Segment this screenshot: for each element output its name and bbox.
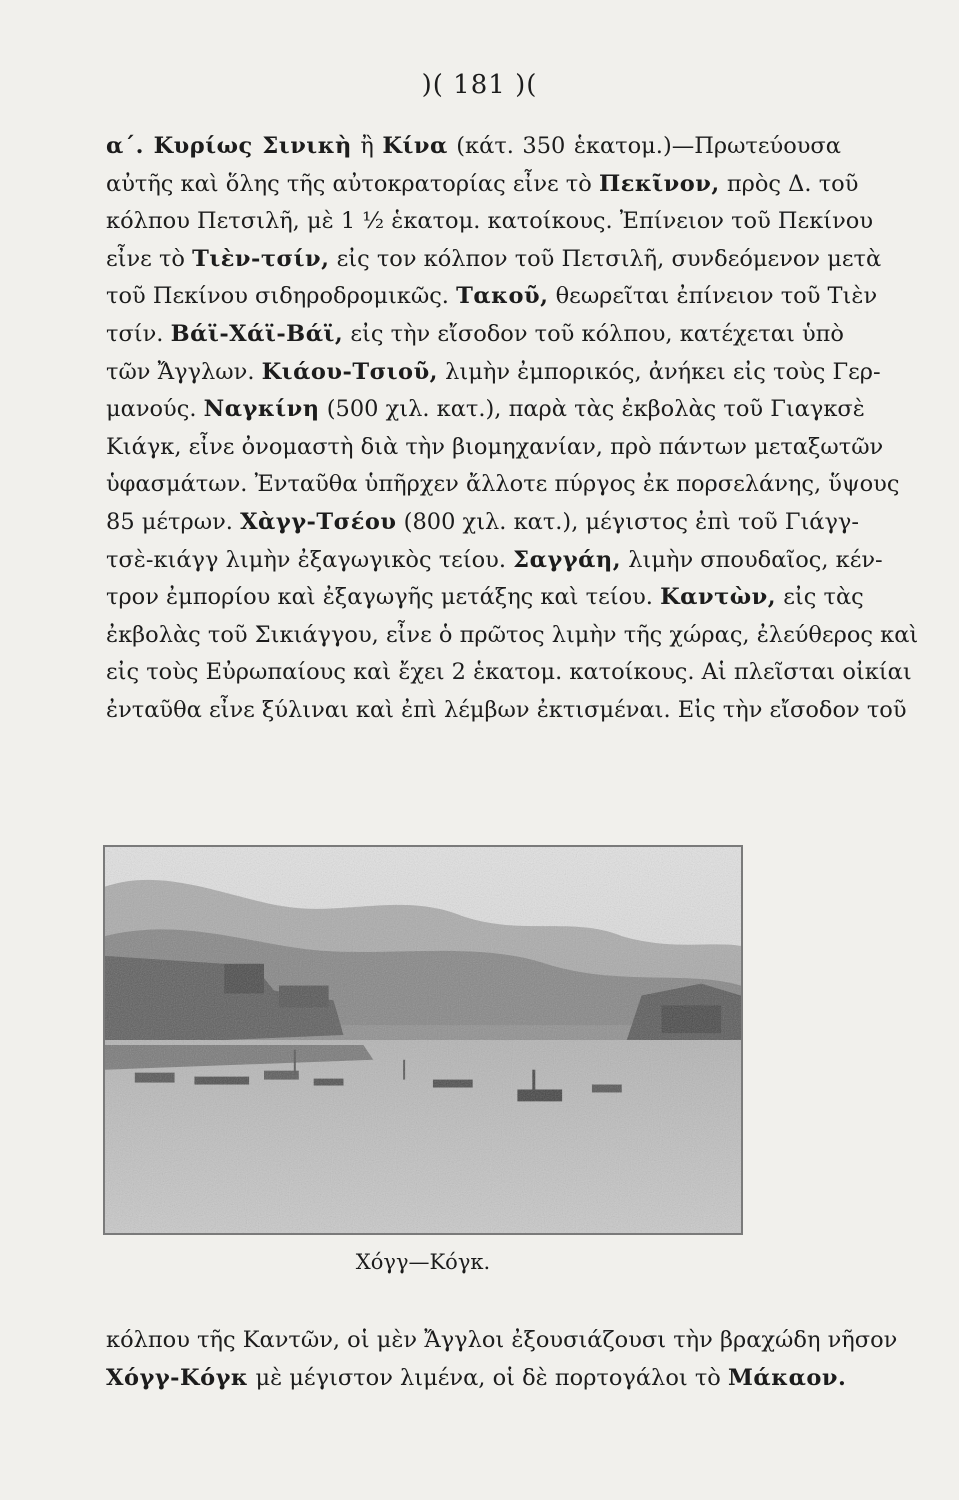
- bold-term: Πεκῖνον,: [598, 170, 720, 197]
- bold-term: Κίνα: [382, 133, 448, 159]
- bold-term: Τακοῦ,: [456, 283, 549, 310]
- text-run: (κάτ. 350 ἑκατομ.)—Πρωτεύουσα: [447, 133, 841, 159]
- text-run: Κιάγκ, εἶνε ὀνομαστὴ διὰ τὴν βιομηχανίαν, πρὸ πάντων μεταξωτῶν: [106, 433, 884, 460]
- text-run: τῶν Ἄγγλων.: [106, 358, 262, 385]
- bold-term: Ναγκίνη: [203, 396, 320, 423]
- bold-term: Μάκαον.: [727, 1364, 847, 1391]
- bold-term: Βάϊ-Χάϊ-Βάϊ,: [170, 320, 344, 347]
- text-run: κόλπου τῆς Καντῶν, οἱ μὲν Ἄγγλοι ἐξουσιάζουσι τὴν βραχώδη νῆσον: [106, 1327, 898, 1353]
- bold-term: Χὰγγ-Τσέου: [240, 508, 397, 535]
- text-line: [106, 504, 859, 542]
- text-line: [106, 429, 884, 467]
- text-run: εἰς τὰς: [776, 584, 864, 611]
- text-line: [106, 166, 859, 204]
- text-line: [106, 579, 864, 617]
- text-line: [106, 692, 907, 730]
- text-line: [106, 654, 912, 692]
- text-line: [106, 354, 881, 392]
- text-run: τοῦ Πεκίνου σιδηροδρομικῶς.: [106, 283, 457, 310]
- text-run: εἰς τὴν εἴσοδον τοῦ κόλπου, κατέχεται ὑπὸ: [343, 320, 844, 347]
- bold-term: Τιὲν-τσίν,: [192, 245, 330, 272]
- photo-caption: Χόγγ—Κόγκ.: [355, 1250, 491, 1274]
- page-number: )( 181 )(: [421, 70, 538, 100]
- bold-term: Κιάου-Τσιοῦ,: [261, 358, 439, 385]
- text-run: λιμὴν σπουδαῖος, κέν-: [621, 546, 883, 573]
- text-line: [106, 241, 882, 279]
- text-run: εἰς τον κόλπον τοῦ Πετσιλῆ, συνδεόμενον μετὰ: [329, 245, 882, 272]
- text-line: [106, 203, 873, 241]
- body-text-continued: [106, 1322, 898, 1397]
- text-line: [106, 128, 841, 166]
- text-run: πρὸς Δ. τοῦ: [719, 170, 859, 197]
- text-line: [106, 316, 844, 354]
- text-run: μὲ μέγιστον λιμένα, οἱ δὲ πορτογάλοι τὸ: [248, 1364, 728, 1391]
- bold-term: Χόγγ-Κόγκ: [106, 1364, 249, 1391]
- text-run: ἐκβολὰς τοῦ Σικιάγγου, εἶνε ὁ πρῶτος λιμὴν τῆς χώρας, ἐλεύθερος καὶ: [106, 621, 919, 648]
- text-run: αὐτῆς καὶ ὅλης τῆς αὐτοκρατορίας εἶνε τὸ: [106, 170, 599, 197]
- bold-term: α΄. Κυρίως Σινικὴ: [106, 133, 352, 159]
- hong-kong-harbour-illustration: [105, 847, 741, 1233]
- body-text: [106, 128, 919, 730]
- text-line: [106, 1360, 847, 1398]
- text-run: θεωρεῖται ἐπίνειον τοῦ Τιὲν: [548, 283, 878, 310]
- text-line: [106, 278, 878, 316]
- text-run: εἶνε τὸ: [106, 245, 193, 272]
- text-run: λιμὴν ἐμπορικός, ἀνήκει εἰς τοὺς Γερ-: [438, 358, 881, 385]
- text-run: ὑφασμάτων. Ἐνταῦθα ὑπῆρχεν ἄλλοτε πύργος ἐκ πορσελάνης, ὕψους: [106, 471, 900, 498]
- text-run: τσὲ-κιάγγ λιμὴν ἐξαγωγικὸς τείου.: [106, 546, 514, 573]
- text-run: τσίν.: [106, 320, 171, 347]
- text-run: ἐνταῦθα εἶνε ξύλιναι καὶ ἐπὶ λέμβων ἐκτισμέναι. Εἰς τὴν εἴσοδον τοῦ: [106, 696, 907, 723]
- text-line: [106, 617, 919, 655]
- text-run: (800 χιλ. κατ.), μέγιστος ἐπὶ τοῦ Γιάγγ-: [396, 508, 859, 535]
- text-run: μανούς.: [106, 396, 204, 423]
- text-run: τρον ἐμπορίου καὶ ἐξαγωγῆς μετάξης καὶ τείου.: [106, 584, 661, 611]
- text-run: 85 μέτρων.: [106, 508, 241, 535]
- text-run: κόλπου Πετσιλῆ, μὲ 1 ½ ἑκατομ. κατοίκους. Ἐπίνειον τοῦ Πεκίνου: [106, 208, 873, 235]
- text-run: ἢ: [351, 133, 383, 159]
- harbour-photo: [103, 845, 743, 1235]
- text-line: [106, 542, 883, 580]
- text-line: [106, 1322, 898, 1360]
- text-line: [106, 466, 900, 504]
- bold-term: Σαγγάη,: [513, 546, 622, 573]
- text-line: [106, 391, 865, 429]
- text-run: εἰς τοὺς Εὐρωπαίους καὶ ἔχει 2 ἑκατομ. κατοίκους. Αἱ πλεῖσται οἰκίαι: [106, 659, 912, 686]
- text-run: (500 χιλ. κατ.), παρὰ τὰς ἐκβολὰς τοῦ Γιαγκσὲ: [319, 396, 865, 423]
- bold-term: Καντὼν,: [660, 584, 777, 611]
